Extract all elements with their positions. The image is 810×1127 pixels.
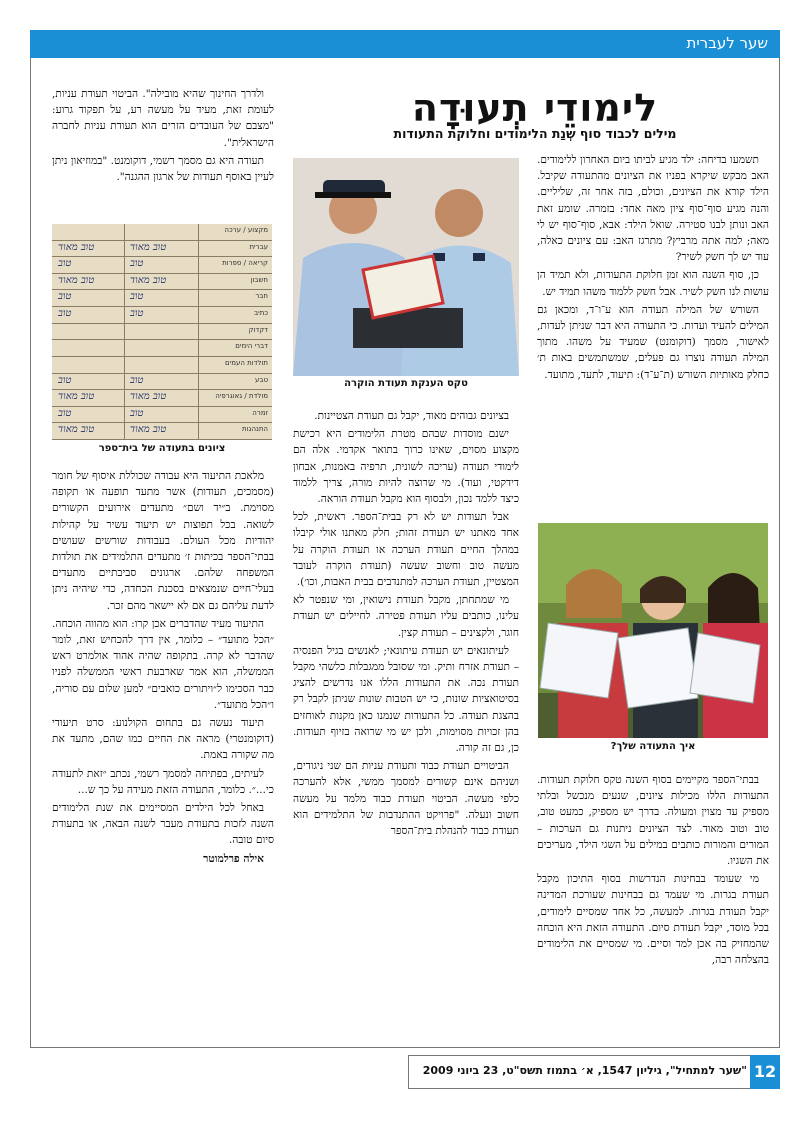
report-card-grade: טוב מאוד	[58, 391, 95, 403]
report-card-row	[52, 224, 272, 241]
report-card-image	[52, 224, 272, 440]
report-card-subject: מולדת / גאוגרפיה	[215, 392, 268, 401]
report-card-subject: חבר	[255, 292, 268, 301]
report-card-subject: קריאה / ספרות	[222, 259, 268, 268]
paragraph: לעיתים, בפתיחה למסמך רשמי, נכתב ״זאת לתעודה כי...״. כלומר, התעודה הזאת מעידה על כך ש...	[52, 767, 274, 796]
column-right-bottom	[537, 772, 769, 1044]
report-card-row	[52, 307, 272, 324]
report-card-grade-second: טוב	[130, 374, 144, 386]
column-left-bottom	[52, 468, 274, 1044]
report-card-subject: עברית	[249, 242, 268, 251]
report-card-grade-second: טוב	[130, 291, 144, 303]
page-number: 12	[750, 1055, 780, 1089]
award-photo-caption: טקס הענקת תעודת הוקרה	[344, 378, 468, 389]
paragraph: מי שמתחתן, מקבל תעודת נישואין, ומי שנפטר לא עלינו, כותבים עליו תעודת פטירה. לחיילים יש תעודת חוגר, ולקצינים – תעודת קצין.	[293, 594, 519, 639]
paragraph: תעודה היא גם מסמך רשמי, דוקומנט. "במוזיאון ניתן לעיין באוסף תעודות של ארגון ההגנה".	[52, 154, 274, 184]
report-card-subject: תולדות העמים	[225, 358, 268, 367]
report-card-row	[52, 340, 272, 357]
paragraph: תיעוד נעשה גם בתחום הקולנוע: סרט תיעודי (דוקומנטרי) מראה את החיים כמו שהם, מתעד את מה שקורה באמת.	[52, 717, 274, 762]
article-subtitle: מילים לכבוד סוף שְנַת הלימודים וחלוקת התעודות	[393, 126, 677, 141]
report-card-grade: טוב מאוד	[58, 241, 95, 253]
article-title: לימודֵי תְעוּדָה	[411, 86, 659, 130]
report-card-row	[52, 423, 272, 440]
column-middle	[293, 408, 519, 1044]
column-right-top	[537, 152, 769, 512]
kids-photo	[538, 523, 768, 738]
report-card-row	[52, 374, 272, 391]
footer-issue-info: "שער למתחיל", גיליון 1547, א׳ בתמוז תשס"ט, 23 ביוני 2009	[422, 1064, 747, 1077]
paragraph: השורש של המילה תעודה הוא ע־ו־ד, ומכאן גם המילים להעיד ועדות. כי התעודה היא דבר שניתן לעדות, לאישור, מסמך (דוקומנט) שמעיד על משהו. מתוך המילה תעודה נוצרו גם פעלים, שמשתמשים באות ת׳ כחלק מאותיות השורש (ת־ע־ד): תיעוד, לתעד, מתועד.	[537, 303, 769, 381]
section-title: שער לעברית	[686, 34, 768, 52]
paragraph: אבל תעודות יש לא רק בבית־הספר. ראשית, לכל אחד מאתנו יש תעודת זהות; חלק מאתנו אולי קיבלו במהלך החיים תעודת הערכה או תעודת הוקרה על מעשה טוב וחשוב שעשה (תעודת הוקרה לעובד המצטיין, תעודת הערכה למתנדבים בבית האבות, וכו׳).	[293, 511, 519, 589]
report-card-grade: טוב	[58, 374, 72, 386]
report-card-grade: טוב	[58, 258, 72, 270]
report-card-subject: חשבון	[250, 275, 268, 284]
column-left-top	[52, 86, 274, 220]
report-card-table	[52, 224, 272, 440]
kids-photo-caption: איך התעודה שלך?	[610, 741, 696, 752]
report-card-grade-second: טוב מאוד	[130, 391, 167, 403]
paragraph: מי שעומד בבחינות הנדרשות בסוף התיכון מקבל תעודת בגרות. מי שעמד גם בבחינות שעורכת המדינה יקבל תעודת בגרות. למעשה, כל אחד שמסיים לימודים, בכל מוסד, יקבל תעודת סיום. התעודה הזאת היא הוכחה שהמחזיק בה אכן למד וסיים. מי שמסיים את הלימודים בהצלחה רבה,	[537, 873, 769, 967]
report-card-divider	[198, 224, 199, 440]
paragraph: בציונים גבוהים מאוד, יקבל גם תעודת הצטיינות.	[314, 410, 509, 422]
report-card-row	[52, 324, 272, 341]
author-signature: אילה פרלמוטר	[203, 852, 264, 865]
report-card-grade-second: טוב מאוד	[130, 241, 167, 253]
award-photo	[293, 158, 519, 376]
report-card-row	[52, 290, 272, 307]
paragraph: הביטויים תעודת כבוד ותעודת עניות הם שני ניגודים, ושניהם אינם קשורים למסמך ממשי, אלא להערכה כלפי מעשה. הביטוי תעודת כבוד מלמד על מעשה חשוב ונעלה. "פרויקט ההתנדבות של התלמידים הוא תעודת כבוד להנהלת בית־הספר	[293, 760, 519, 838]
report-card-caption: ציונים בתעודה של בית־ספר	[98, 443, 226, 454]
report-card-subject: זמרה	[252, 408, 268, 417]
report-card-grade: טוב מאוד	[58, 274, 95, 286]
paragraph: בבתי־הספר מקיימים בסוף השנה טקס חלוקת תעודות. התעודות הללו מכילות ציונים, שנעים מנכשל ובלתי מספיק עד מצוין ומעולה. בדרך יש מספיק, כמעט טוב, טוב וטוב מאוד. לצד הציונים ניתנות גם הערכות – המורים והמורות כותבים במילים על השגי הילד, מעריכים את השגיו.	[537, 774, 769, 868]
report-card-row	[52, 241, 272, 258]
report-card-grade: טוב מאוד	[58, 424, 95, 436]
report-card-row	[52, 407, 272, 424]
report-card-subject: דברי הימים	[235, 342, 268, 351]
paragraph: לעיתונאים יש תעודת עיתונאי; לאנשים בגיל הפנסיה – תעודת אזרח ותיק. ומי שסובל ממגבלות כלשהי מקבל תעודת נכה. את התעודות הללו אנו נדרשים להציג בסיטואציות שונות, כי יש הטבות שונות שניתן לקבל רק בהצגת תעודה. כל התעודות שנמנו כאן מקנות לאוחזים בהן זכויות מסוימות, ולכן יש מי שרואה בזיוף תעודות. כן, גם זה קורה.	[293, 644, 519, 755]
paragraph: תשמעו בדיחה: ילד מגיע לביתו ביום האחרון ללימודים. האב מבקש שיקרא בפניו את הציונים מהתעודה שקיבל. הילד קורא את הציונים, וכולם, בזה אחר זה, שליליים. והנה מגיע סוף־סוף ציון מאה אחד: בזמרה. שומע זאת האב ונותן לבנו סטירה. שואל הילד: אבא, סוף־סוף יש לי מאה; למה אתה מרביץ? מתרגז האב: עם ציונים כאלה, עוד יש לך חשק לשיר?	[537, 154, 769, 264]
report-card-row	[52, 257, 272, 274]
report-card-grade: טוב	[58, 308, 72, 320]
report-card-subject: טבע	[255, 375, 268, 384]
report-card-divider	[124, 224, 125, 440]
report-card-grade-second: טוב מאוד	[130, 424, 167, 436]
paragraph: ולדרך החינוך שהיא מובילה". הביטוי תעודת עניות, לעומת זאת, מעיד על מעשה רע, על תפקוד גרוע: "מצבם של העובדים הזרים הוא תעודת עניות לחברה הישראלית".	[52, 88, 274, 149]
report-card-grade-second: טוב	[130, 258, 144, 270]
report-card-subject: כתיב	[254, 309, 268, 318]
report-card-grade-second: טוב	[130, 308, 144, 320]
paragraph: מלאכת התיעוד היא עבודה שכוללת איסוף של חומר (מסמכים, תעודות) אשר מתעד תופעה או תקופה מסוימת. ב״יד ושם״ מתעדים אירועים הקשורים לשואה. בכל תפוצות יש תיעוד עשיר על קהילות יהודיות מכל העולם. בעבודות שורשים שעושים בבתי־הספר בכיתות ז׳ מתעדים התלמידים את תולדות המשפחה שלהם. ארגונים סביבתיים מתעדים בעלי־חיים שנמצאים בסכנת הכחדה, כדי שיהיה ניתן לדעת עליהם גם אם לא יישאר מהם זכר.	[52, 470, 274, 612]
paragraph: באחל לכל הילדים המסיימים את שנת הלימודים השנה לזכות בתעודת מעבר לשנה הבאה, או בתעודת סיום טובה.	[52, 802, 274, 847]
report-card-grade-second: טוב מאוד	[130, 274, 167, 286]
report-card-row	[52, 357, 272, 374]
report-card-row	[52, 390, 272, 407]
report-card-row	[52, 274, 272, 291]
report-card-subject: דקדוק	[248, 325, 268, 334]
paragraph: התיעוד מעיד שהדברים אכן קרו: הוא מהווה הוכחה. ״הכל מתועד״ – כלומר, אין דרך להכחיש זאת, לומר שהדבר לא קרה. בתקופה שהיה אהוד אולמרט ראש הממשלה, הוא אמר שארבעת ראשי הממשלה לפניו כבר הסכימו ל״ויתורים כואבים״ למען שלום עם סוריה, ו״הכל מתועד״.	[52, 617, 274, 711]
paragraph: כן, סוף השנה הוא זמן חלוקת התעודות, ולא תמיד הן עושות לנו חשק לשיר. אבל חשק ללמוד משהו תמיד יש.	[537, 269, 769, 298]
report-card-grade: טוב	[58, 407, 72, 419]
paragraph: ישנם מוסדות שבהם מטרת הלימודים היא רכישת מקצוע מסוים, שאינו כרוך בתואר אקדמי. אלה הם לימודי תעודה (עריכה לשונית, תרפיה באמנות, אבחון דידקטי, ועוד). מי שרוצה להיות מורה, צריך ללמוד כיצד ללמד נכון, ולבסוף הוא מקבל תעודת הוראה.	[293, 428, 519, 506]
report-card-subject: מקצוע / ערכה	[224, 226, 268, 234]
award-photo-illustration	[293, 158, 519, 376]
section-header-bar	[30, 30, 780, 58]
report-card-subject: התנהגות	[242, 425, 268, 434]
report-card-grade: טוב	[58, 291, 72, 303]
kids-photo-illustration	[538, 523, 768, 738]
report-card-grade-second: טוב	[130, 407, 144, 419]
